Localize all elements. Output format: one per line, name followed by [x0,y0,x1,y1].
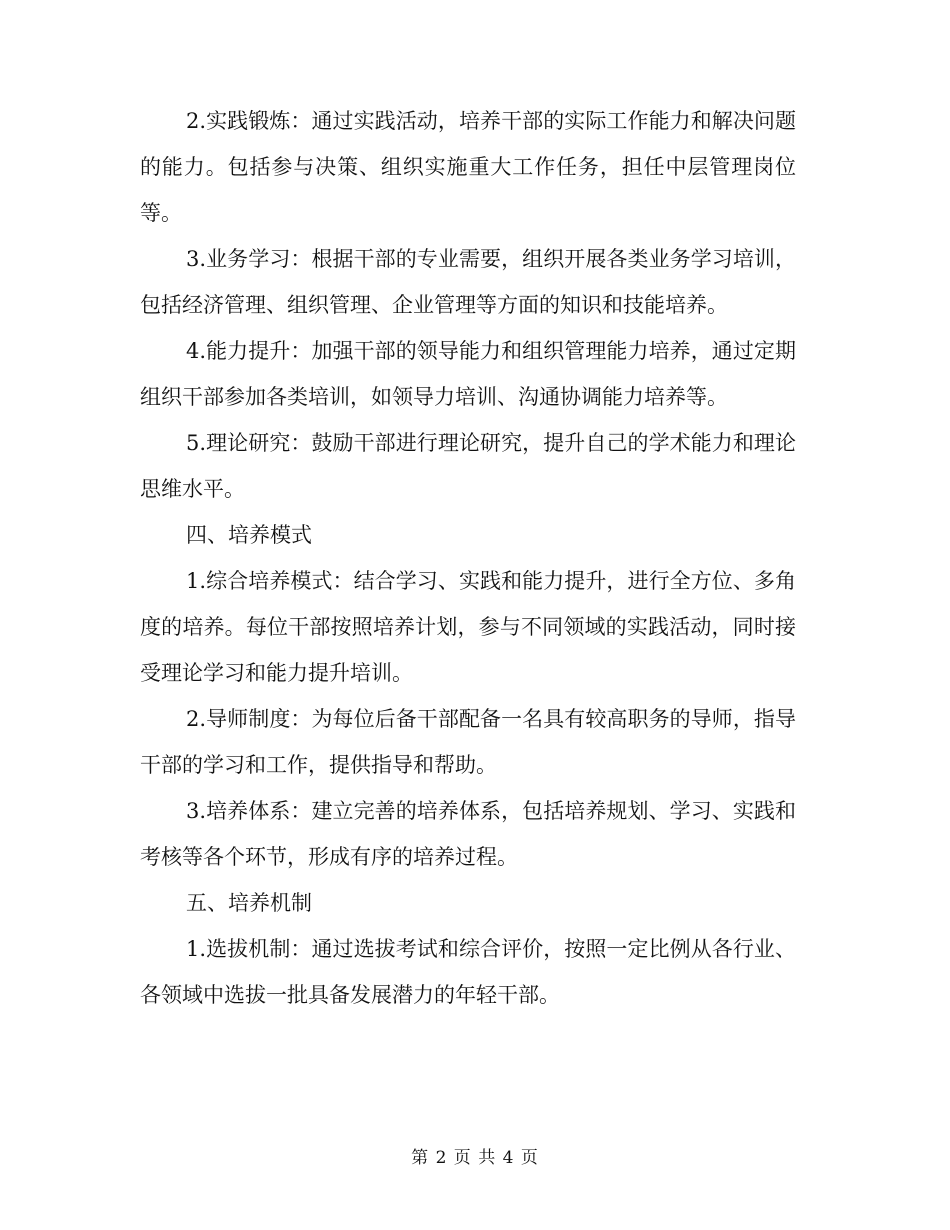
document-body [140,98,796,1018]
section-heading-training-mechanism: 五、培养机制 [186,891,312,915]
paragraph-theory-research: 5.理论研究：鼓励干部进行理论研究，提升自己的学术能力和理论思维水平。 [140,431,796,501]
paragraph-ability-improvement: 4.能力提升：加强干部的领导能力和组织管理能力培养，通过定期组织干部参加各类培训，如领导力培训、沟通协调能力培养等。 [140,339,796,409]
paragraph-comprehensive-mode: 1.综合培养模式：结合学习、实践和能力提升，进行全方位、多角度的培养。每位干部按照培养计划，参与不同领域的实践活动，同时接受理论学习和能力提升培训。 [140,569,796,685]
paragraph-mentor-system: 2.导师制度：为每位后备干部配备一名具有较高职务的导师，指导干部的学习和工作，提供指导和帮助。 [140,707,796,777]
section-heading-training-mode: 四、培养模式 [186,523,312,547]
paragraph-training-system: 3.培养体系：建立完善的培养体系，包括培养规划、学习、实践和考核等各个环节，形成有序的培养过程。 [140,799,796,869]
paragraph-practice-training: 2.实践锻炼：通过实践活动，培养干部的实际工作能力和解决问题的能力。包括参与决策、组织实施重大工作任务，担任中层管理岗位等。 [140,109,796,225]
paragraph-selection-mechanism: 1.选拔机制：通过选拔考试和综合评价，按照一定比例从各行业、各领域中选拔一批具备发展潜力的年轻干部。 [140,937,796,1007]
paragraph-business-study: 3.业务学习：根据干部的专业需要，组织开展各类业务学习培训，包括经济管理、组织管理、企业管理等方面的知识和技能培养。 [140,247,796,317]
page-number-footer: 第 2 页 共 4 页 [411,1148,539,1168]
